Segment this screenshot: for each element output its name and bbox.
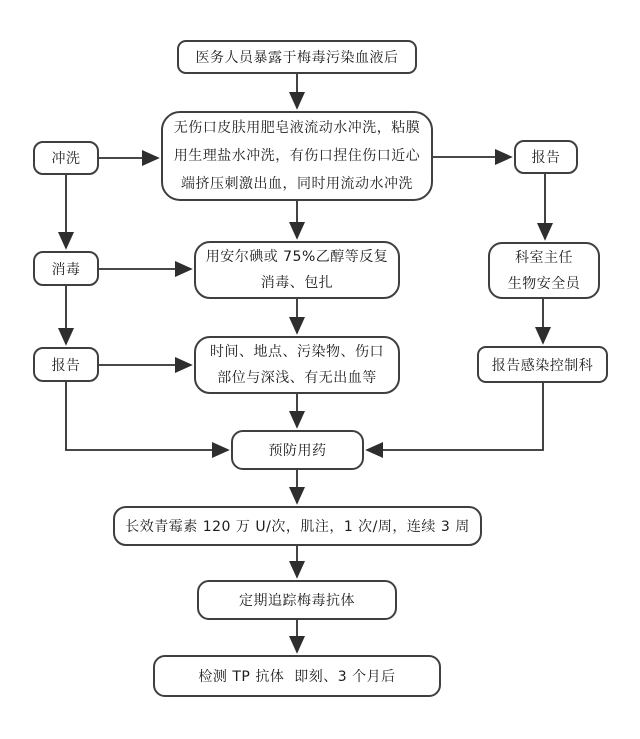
- node-label: 部位与深浅、有无出血等: [217, 370, 377, 386]
- node-department-head: [488, 242, 600, 299]
- node-label: 用安尔碘或 75%乙醇等反复: [205, 249, 389, 265]
- node-label: 定期追踪梅毒抗体: [239, 593, 355, 609]
- node-label: 科室主任: [515, 249, 573, 266]
- node-label: 消毒: [51, 261, 81, 278]
- node-label: 端挤压刺激出血，同时用流动水冲洗: [181, 176, 413, 192]
- arrow-infection-elbow: [367, 383, 543, 450]
- node-report-left: [33, 347, 99, 382]
- node-label: 检测 TP 抗体 即刻、3 个月后: [198, 669, 396, 685]
- node-label: 报告: [531, 150, 561, 166]
- node-label: 报告: [51, 357, 81, 374]
- node-label: 用生理盐水冲洗，有伤口捏住伤口近心: [173, 148, 421, 164]
- node-label: 医务人员暴露于梅毒污染血液后: [195, 50, 399, 66]
- node-report-right: [514, 140, 578, 174]
- node-prophylaxis: [231, 430, 364, 470]
- node-label: 冲洗: [51, 151, 81, 167]
- node-disinfect-detail: [194, 241, 400, 299]
- node-label: 预防用药: [268, 443, 327, 459]
- node-record-detail: [194, 336, 400, 394]
- node-label: 时间、地点、污染物、伤口: [210, 344, 384, 360]
- node-label: 长效青霉素 120 万 U/次，肌注，1 次/周，连续 3 周: [125, 519, 470, 535]
- node-penicillin-regimen: [113, 506, 482, 546]
- node-antibody-followup: [197, 580, 397, 620]
- node-disinfect: [33, 251, 99, 286]
- node-label: 消毒、包扎: [260, 275, 334, 291]
- node-tp-test: [153, 655, 441, 697]
- node-rinse: [33, 141, 99, 175]
- node-label: 无伤口皮肤用肥皂液流动水冲洗，粘膜: [173, 120, 421, 136]
- node-label: 生物安全员: [507, 275, 581, 292]
- node-report-infection-control: [477, 346, 608, 383]
- node-label: 报告感染控制科: [491, 357, 594, 374]
- node-wash-instructions: [161, 111, 433, 201]
- node-exposure: [177, 40, 417, 74]
